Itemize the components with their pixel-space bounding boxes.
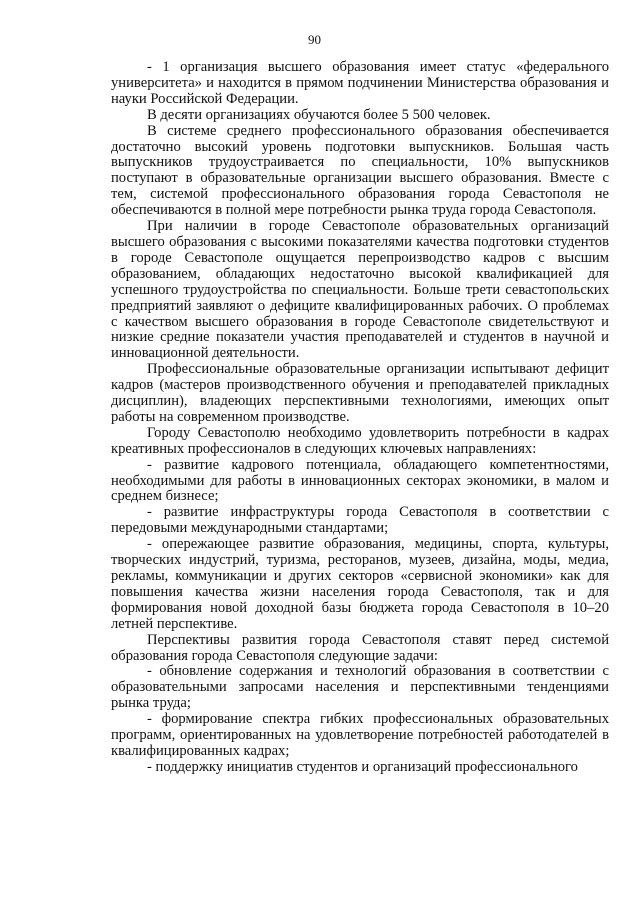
paragraph: - 1 организация высшего образования имеет статус «федерального университета» и находится в прямом подчинении Министерства образования и науки Российской Федерации.	[111, 59, 609, 107]
list-item: - поддержку инициатив студентов и организаций профессионального	[147, 758, 578, 775]
paragraph: При наличии в городе Севастополе образовательных организаций высшего образования с высокими показателями качества подготовки студентов в городе Севастополе ощущается перепроизводство кадров с высшим образованием, обладающих недостаточно высокой квалификацией для успешного трудоустройства по специальности. Больше трети севастопольских предприятий заявляют о дефиците квалифицированных рабочих. О проблемах с качеством высшего образования в городе Севастополе свидетельствуют и низкие средние показатели участия преподавателей и студентов в научной и инновационной деятельности.	[111, 218, 609, 362]
paragraph: Профессиональные образовательные организации испытывают дефицит кадров (мастеров производственного обучения и преподавателей прикладных дисциплин), владеющих перспективными технологиями, имеющих опыт работы на современном производстве.	[111, 361, 609, 425]
page-number: 90	[308, 32, 321, 47]
list-item: - развитие инфраструктуры города Севастополя в соответствии с передовыми международными стандартами;	[111, 504, 609, 537]
list-item: - опережающее развитие образования, медицины, спорта, культуры, творческих индустрий, туризма, ресторанов, музеев, дизайна, моды, медиа, рекламы, коммуникации и других секторов «сервисной экономики» как для повышения качества жизни населения города Севастополя, так и для формирования новой доходной базы бюджета города Севастополя в 10–20 летней перспективе.	[111, 536, 609, 632]
paragraph: В системе среднего профессионального образования обеспечивается достаточно высокий уровень подготовки выпускников. Большая часть выпускников трудоустраивается по специальности, 10% выпускников поступают в образовательные организации высшего образования. Вместе с тем, системой профессионального образования города Севастополя не обеспечиваются в полной мере потребности рынка труда города Севастополя.	[111, 122, 609, 219]
paragraph: Перспективы развития города Севастополя ставят перед системой образования города Севастополя следующие задачи:	[111, 631, 609, 664]
paragraph: Городу Севастополю необходимо удовлетворить потребности в кадрах креативных профессионалов в следующих ключевых направлениях:	[111, 424, 609, 457]
body-text	[111, 60, 609, 776]
list-item: - обновление содержания и технологий образования в соответствии с образовательными запросами населения и перспективными тенденциями рынка труда;	[111, 663, 609, 712]
paragraph: В десяти организациях обучаются более 5 500 человек.	[147, 106, 491, 123]
list-item: - развитие кадрового потенциала, обладающего компетентностями, необходимыми для работы в инновационных секторах экономики, в малом и среднем бизнесе;	[111, 456, 609, 505]
list-item: - формирование спектра гибких профессиональных образовательных программ, ориентированных на удовлетворение потребностей работодателей в квалифицированных кадрах;	[111, 711, 609, 759]
